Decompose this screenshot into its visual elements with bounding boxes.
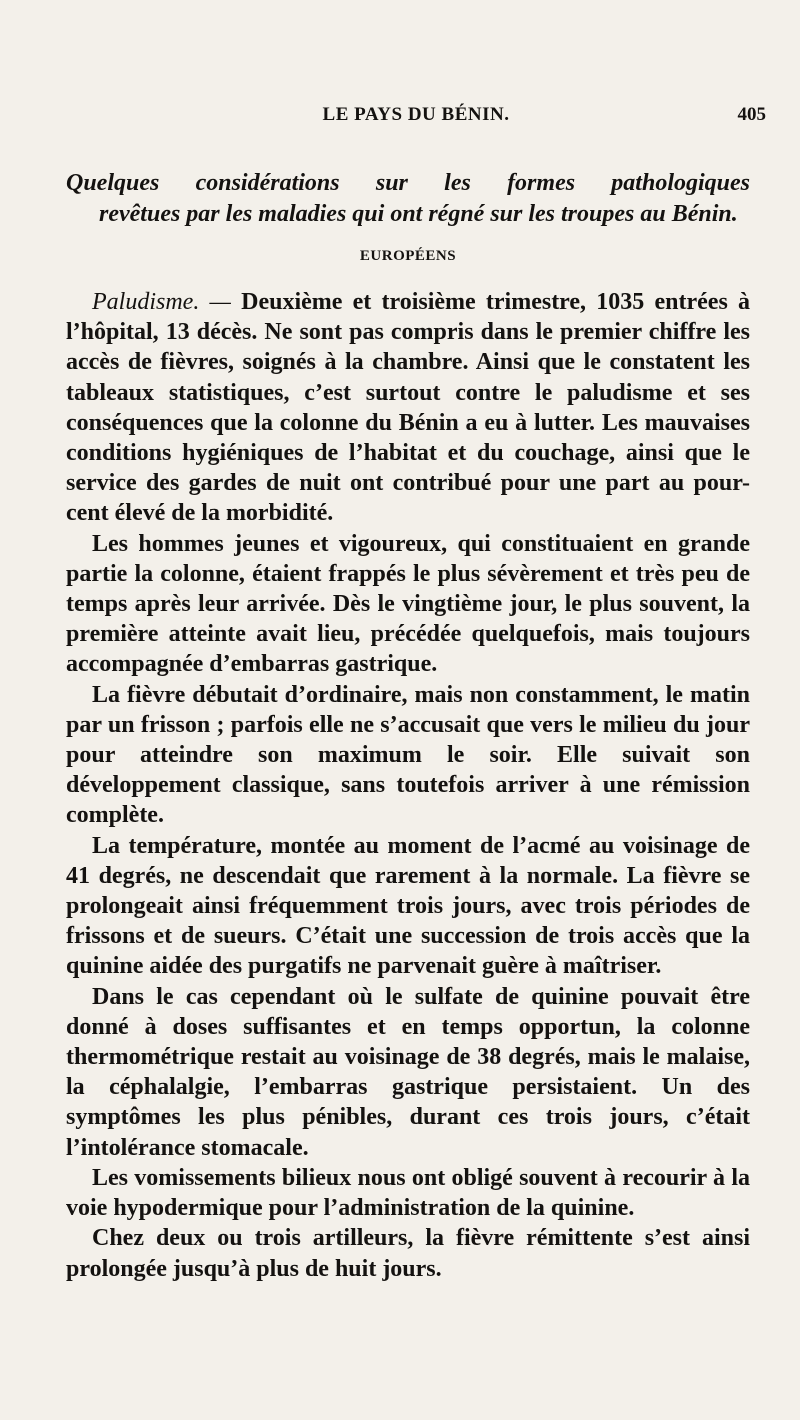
paragraph-4 <box>66 831 750 982</box>
paragraph-text: Chez deux ou trois artilleurs, la fièvre rémittente s’est ainsi prolongée jusqu’à plus de huit jours. <box>66 1225 750 1282</box>
section-heading-continuation: revêtues par les maladies qui ont régné sur les troupes au Bénin. <box>99 201 738 227</box>
paragraph-text: Les hommes jeunes et vigoureux, qui constituaient en grande partie la colonne, étaient frappés le plus sévèrement et très peu de temps après leur arrivée. Dès le vingtième jour, le plus souvent, la première atteinte avait lieu, précédée quelquefois, mais toujours accompagnée d’embarras gastrique. <box>66 530 750 678</box>
section-heading-line-1: Quelques considérations sur les formes pathologiques <box>66 170 750 196</box>
paragraph-5 <box>66 982 750 1163</box>
paragraph-text: Les vomissements bilieux nous ont obligé souvent à recourir à la voie hypodermique pour l’administration de la quinine. <box>66 1164 750 1222</box>
paragraph-2 <box>66 529 750 680</box>
paragraph-text: Dans le cas cependant où le sulfate de quinine pouvait être donné à doses suffisantes et en temps opportun, la colonne thermométrique restait au voisinage de 38 degrés, mais le malaise, la céphalalgie, l’embarras gastrique persistaient. Un des symptômes les plus pénibles, durant ces trois jours, c’était l’intolérance stomacale. <box>66 983 750 1161</box>
paragraph-6 <box>66 1163 750 1223</box>
paragraph-1 <box>66 287 750 529</box>
page-number: 405 <box>737 104 766 125</box>
section-heading <box>66 168 750 230</box>
paragraph-3 <box>66 680 750 831</box>
paragraph-lead: Paludisme. — <box>92 289 242 315</box>
running-title: LE PAYS DU BÉNIN. <box>322 104 510 125</box>
running-head <box>66 104 766 134</box>
paragraph-text: La fièvre débutait d’ordinaire, mais non constamment, le matin par un frisson ; parfois elle ne s’accusait que vers le milieu du jour pour atteindre son maximum le soir. Elle suivait son développement classique, sans toutefois arriver à une rémission complète. <box>66 681 750 829</box>
paragraph-7 <box>66 1223 750 1283</box>
subsection-label: EUROPÉENS <box>359 248 457 264</box>
paragraph-text: La température, montée au moment de l’acmé au voisinage de 41 degrés, ne descendait que rarement à la normale. La fièvre se prolongeait ainsi fréquemment trois jours, avec trois périodes de frissons et de sueurs. C’était une succession de trois accès que la quinine aidée des purgatifs ne parvenait guère à maîtriser. <box>66 832 750 980</box>
paragraph-text: Deuxième et troisième trimestre, 1035 entrées à l’hôpital, 13 décès. Ne sont pas compris dans le premier chiffre les accès de fièvres, soignés à la chambre. Ainsi que le constatent les tableaux statistiques, c’est surtout contre le paludisme et ses conséquences que la colonne du Bénin a eu à lutter. Les mauvaises conditions hygiéniques de l’habitat et du couchage, ainsi que le service des gardes de nuit ont contribué pour une part au pour-cent élevé de la morbidité. <box>66 289 750 527</box>
page-body <box>66 168 750 1284</box>
